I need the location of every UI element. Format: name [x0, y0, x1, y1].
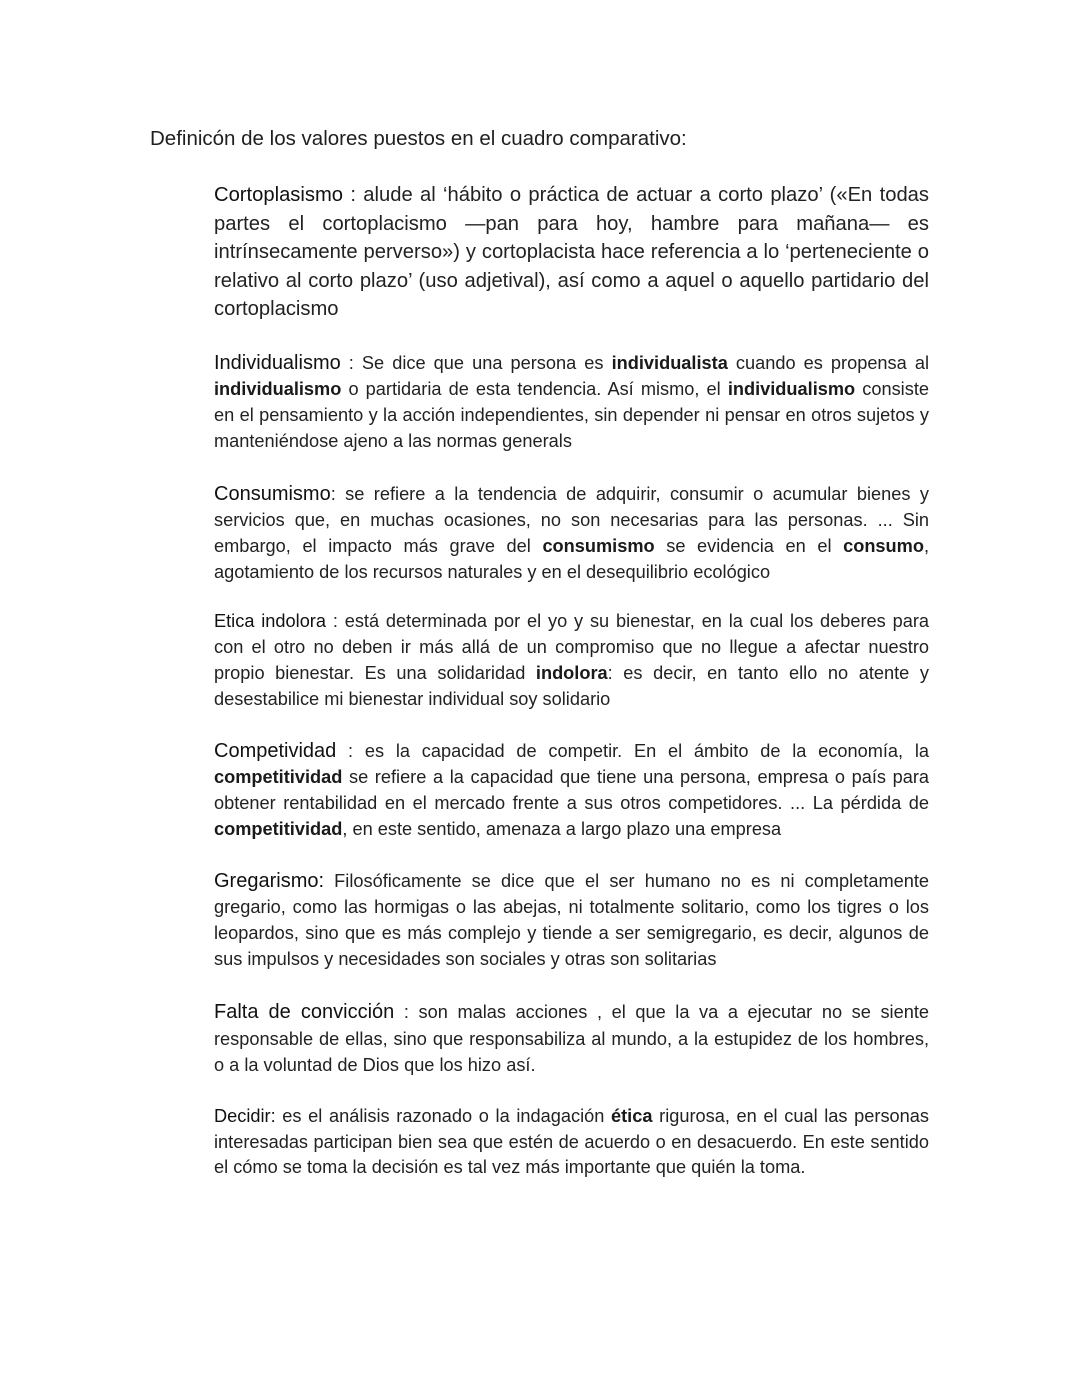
- definition-competividad: [214, 738, 929, 842]
- definition-text: consiste en el pensamiento y la acción independientes, sin depender ni pensar en otros sujetos y manteniéndose ajeno a las normas generals: [214, 378, 929, 451]
- term-competividad: Competividad: [214, 739, 337, 762]
- definition-cortoplasismo: [214, 181, 929, 324]
- definition-text: es el análisis razonado o la indagación: [275, 1105, 612, 1126]
- definition-text: , en este sentido, amenaza a largo plazo una empresa: [342, 818, 782, 839]
- definitions-list: [214, 181, 929, 1181]
- definition-text: , agotamiento de los recursos naturales y en el desequilibrio ecológico: [214, 535, 929, 583]
- bold-term: ética: [611, 1105, 653, 1126]
- bold-term: consumismo: [542, 535, 655, 556]
- definition-text: se refiere a la capacidad que tiene una persona, empresa o país para obtener rentabilidad en el mercado frente a sus otros competidores. ... La pérdida de: [214, 766, 929, 813]
- definition-text: rigurosa, en el cual las personas interesadas participan bien sea que estén de acuerdo o en desacuerdo. En este sentido el cómo se toma la decisión es tal vez más importante que quién la toma.: [214, 1105, 929, 1178]
- term-decidir: Decidir:: [214, 1105, 276, 1126]
- term-individualismo: Individualismo: [214, 351, 341, 374]
- definition-text: : son malas acciones , el que la va a ejecutar no se siente responsable de ellas, sino que responsabiliza al mundo, a la estupidez de los hombres, o a la voluntad de Dios que los hizo así.: [214, 1002, 929, 1075]
- definition-text: cuando es propensa al: [727, 352, 929, 373]
- definition-etica-indolora: [214, 609, 929, 712]
- definition-text: o partidaria de esta tendencia. Así mismo, el: [341, 378, 728, 399]
- term-gregarismo: Gregarismo:: [214, 869, 325, 892]
- definition-text: : alude al ‘hábito o práctica de actuar a corto plazo’ («En todas partes el cortoplacismo —pan para hoy, hambre para mañana— es intrínsecamente perverso») y cortoplacista hace referencia a lo ‘perteneciente o relativo al corto plazo’ (uso adjetival), así como a aquel o aquello partidario del cortoplacismo: [214, 184, 929, 320]
- definition-text: : se refiere a la tendencia de adquirir, consumir o acumular bienes y servicios que, en muchas ocasiones, no son necesarias para las personas. ... Sin embargo, el impacto más grave del: [214, 483, 929, 556]
- definition-individualismo: [214, 350, 929, 454]
- bold-term: competitividad: [214, 766, 343, 787]
- definition-falta-de-conviccion: [214, 999, 929, 1078]
- definition-text: Filosóficamente se dice que el ser humano no es ni completamente gregario, como las hormigas o las abejas, ni totalmente solitario, como los tigres o los leopardos, sino que es más complejo y tiende a ser semigregario, es decir, algunos de sus impulsos y necesidades son sociales y otras son solitarias: [214, 870, 929, 970]
- term-falta-de-conviccion: Falta de convicción: [214, 1001, 395, 1024]
- definition-gregarismo: [214, 868, 929, 973]
- definition-text: : está determinada por el yo y su bienestar, en la cual los deberes para con el otro no deben ir más allá de un compromiso que no llegue a afectar nuestro propio bienestar. Es una solidaridad: [214, 611, 929, 683]
- bold-term: indolora: [535, 662, 608, 683]
- term-consumismo: Consumismo: [214, 482, 331, 505]
- bold-term: individualista: [611, 352, 728, 373]
- bold-term: individualismo: [727, 378, 856, 399]
- definition-text: : es la capacidad de competir. En el ámbito de la economía, la: [336, 740, 929, 761]
- page-heading: Definicón de los valores puestos en el cuadro comparativo:: [150, 127, 687, 150]
- bold-term: consumo: [843, 535, 924, 556]
- definition-text: : Se dice que una persona es: [340, 352, 612, 373]
- definition-text: se evidencia en el: [654, 535, 844, 556]
- bold-term: competitividad: [214, 818, 343, 839]
- definition-consumismo: [214, 481, 929, 586]
- term-cortoplasismo: Cortoplasismo: [214, 184, 344, 206]
- definition-text: : es decir, en tanto ello no atente y desestabilice mi bienestar individual soy solidario: [214, 662, 929, 709]
- term-etica-indolora: Etica indolora: [214, 611, 326, 632]
- bold-term: individualismo: [214, 378, 342, 399]
- definition-decidir: [214, 1104, 929, 1181]
